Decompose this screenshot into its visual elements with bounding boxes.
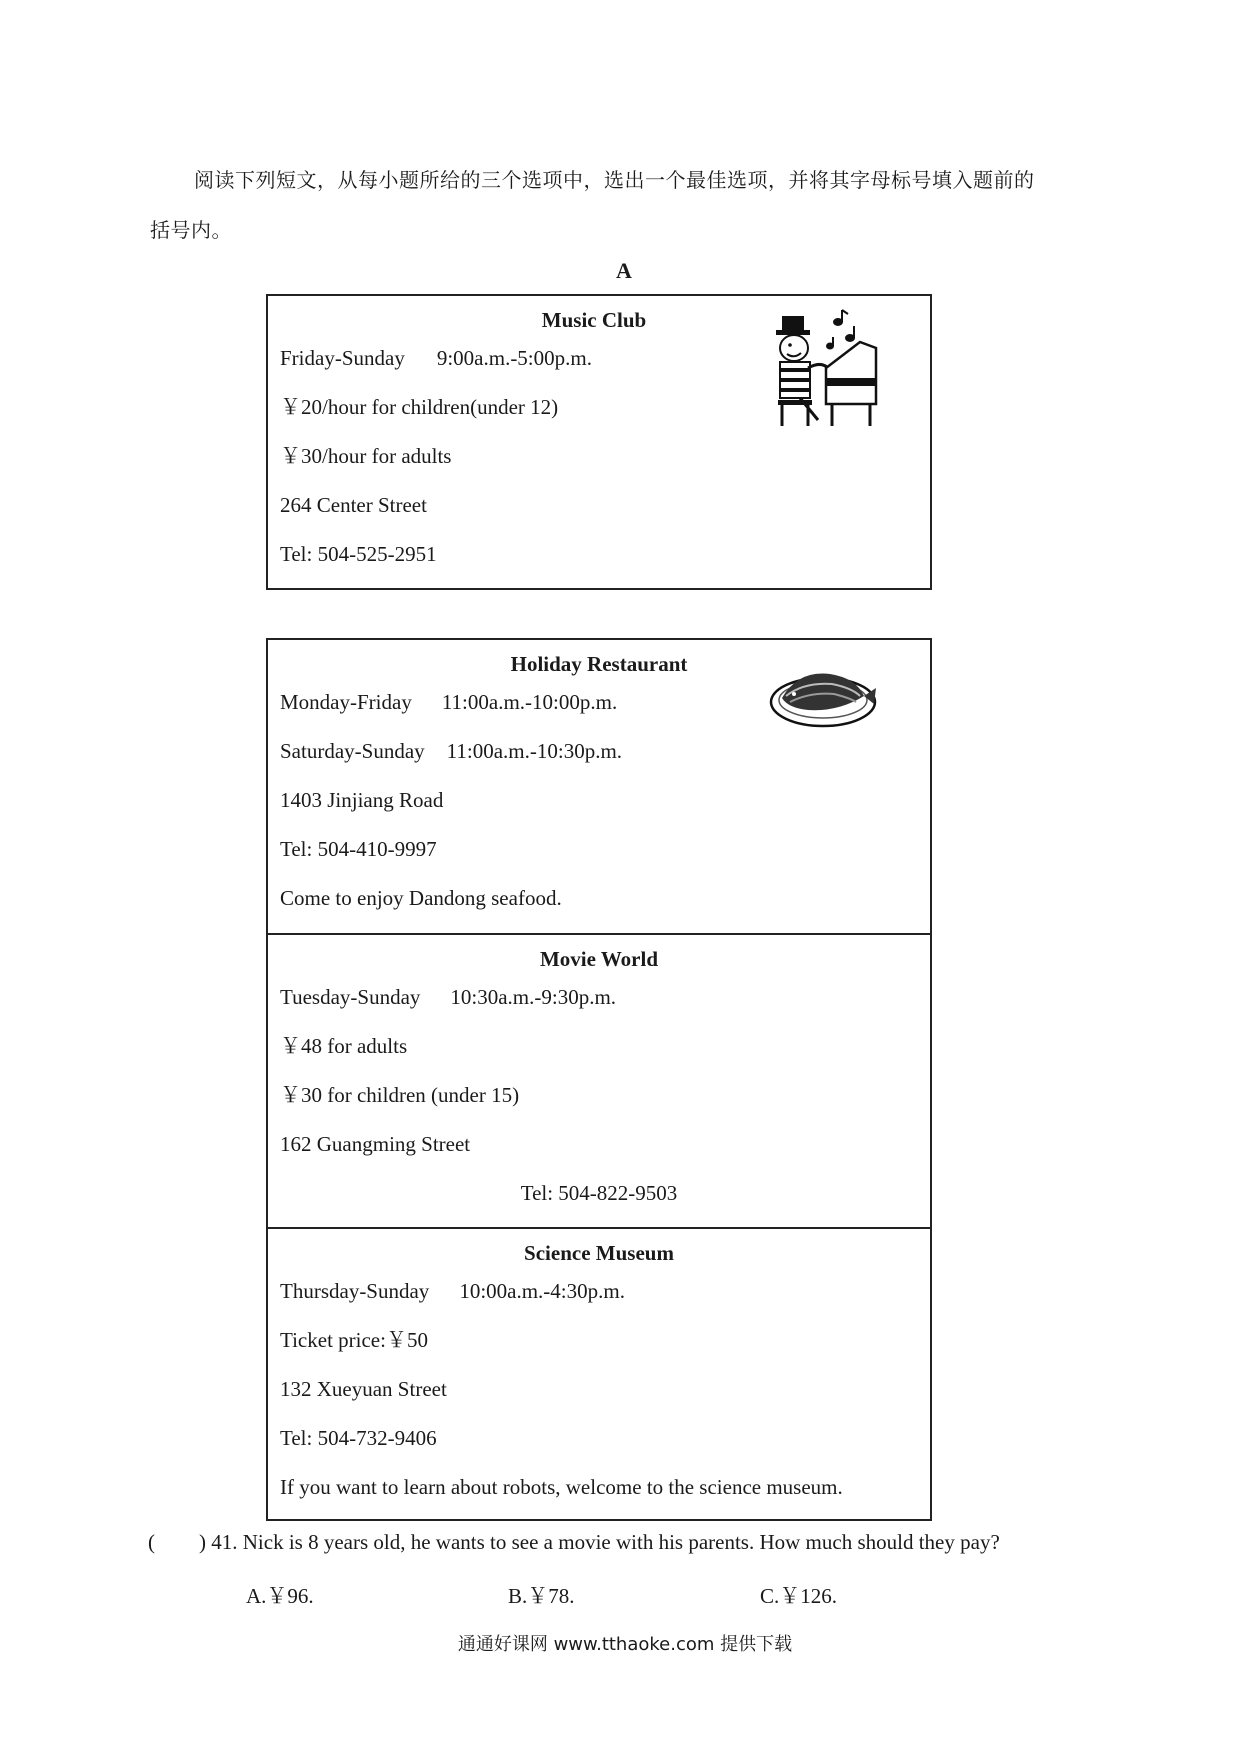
question-41 <box>148 1530 1000 1555</box>
science-museum-ad <box>268 1227 930 1519</box>
movie-world-hours: 10:30a.m.-9:30p.m. <box>450 985 617 1009</box>
instructions-line-2: 括号内。 <box>150 218 232 242</box>
music-club-days: Friday-Sunday <box>280 346 405 370</box>
holiday-restaurant-ad <box>268 640 930 933</box>
music-club-price-adults: ￥30/hour for adults <box>280 444 452 468</box>
option-c[interactable]: C.￥126. <box>760 1584 838 1608</box>
music-club-cell <box>268 296 930 589</box>
science-museum-schedule <box>280 1277 918 1326</box>
seafood-plate-icon <box>768 652 878 732</box>
science-museum-title: Science Museum <box>524 1241 674 1265</box>
option-a[interactable]: A.￥96. <box>246 1584 314 1608</box>
section-letter: A <box>616 258 632 283</box>
movie-world-title: Movie World <box>539 947 659 971</box>
science-museum-slogan: If you want to learn about robots, welcome to the science museum. <box>280 1475 843 1499</box>
movie-world-ad <box>268 933 930 1227</box>
movie-world-address: 162 Guangming Street <box>280 1132 471 1156</box>
science-museum-address: 132 Xueyuan Street <box>280 1377 447 1401</box>
science-museum-days: Thursday-Sunday <box>280 1279 430 1303</box>
footer-credit: 通通好课网 www.tthaoke.com 提供下载 <box>457 1634 793 1655</box>
music-club-title: Music Club <box>541 308 647 332</box>
movie-world-price-children: ￥30 for children (under 15) <box>280 1083 520 1107</box>
music-club-ad <box>266 294 932 590</box>
piano-player-icon <box>760 308 880 428</box>
holiday-restaurant-weekday-days: Monday-Friday <box>280 690 412 714</box>
movie-world-tel: Tel: 504-822-9503 <box>520 1181 678 1205</box>
holiday-restaurant-weekend-days: Saturday-Sunday <box>280 739 425 763</box>
holiday-restaurant-weekday-hours: 11:00a.m.-10:00p.m. <box>441 690 618 714</box>
holiday-restaurant-title: Holiday Restaurant <box>510 652 688 676</box>
instructions <box>150 155 1100 255</box>
question-41-text: ) 41. Nick is 8 years old, he wants to see a movie with his parents. How much should they pay? <box>199 1530 1000 1554</box>
music-club-address: 264 Center Street <box>280 493 427 517</box>
option-b[interactable]: B.￥78. <box>508 1584 575 1608</box>
answer-bracket-open: ( <box>148 1530 155 1554</box>
science-museum-hours: 10:00a.m.-4:30p.m. <box>459 1279 625 1303</box>
music-club-hours: 9:00a.m.-5:00p.m. <box>436 346 592 370</box>
holiday-restaurant-slogan: Come to enjoy Dandong seafood. <box>280 886 562 910</box>
movie-world-days: Tuesday-Sunday <box>280 985 421 1009</box>
science-museum-tel: Tel: 504-732-9406 <box>280 1426 437 1450</box>
venues-table <box>266 638 932 1521</box>
holiday-restaurant-weekend-hours: 11:00a.m.-10:30p.m. <box>446 739 623 763</box>
movie-world-price-adults: ￥48 for adults <box>280 1034 408 1058</box>
movie-world-schedule <box>280 983 918 1032</box>
music-club-tel: Tel: 504-525-2951 <box>280 542 437 566</box>
holiday-restaurant-weekend <box>280 737 918 786</box>
instructions-line-1: 阅读下列短文，从每小题所给的三个选项中，选出一个最佳选项，并将其字母标号填入题前的 <box>194 168 1035 192</box>
science-museum-price: Ticket price:￥50 <box>280 1328 428 1352</box>
holiday-restaurant-tel: Tel: 504-410-9997 <box>280 837 437 861</box>
music-club-price-children: ￥20/hour for children(under 12) <box>280 395 559 419</box>
holiday-restaurant-address: 1403 Jinjiang Road <box>280 788 444 812</box>
